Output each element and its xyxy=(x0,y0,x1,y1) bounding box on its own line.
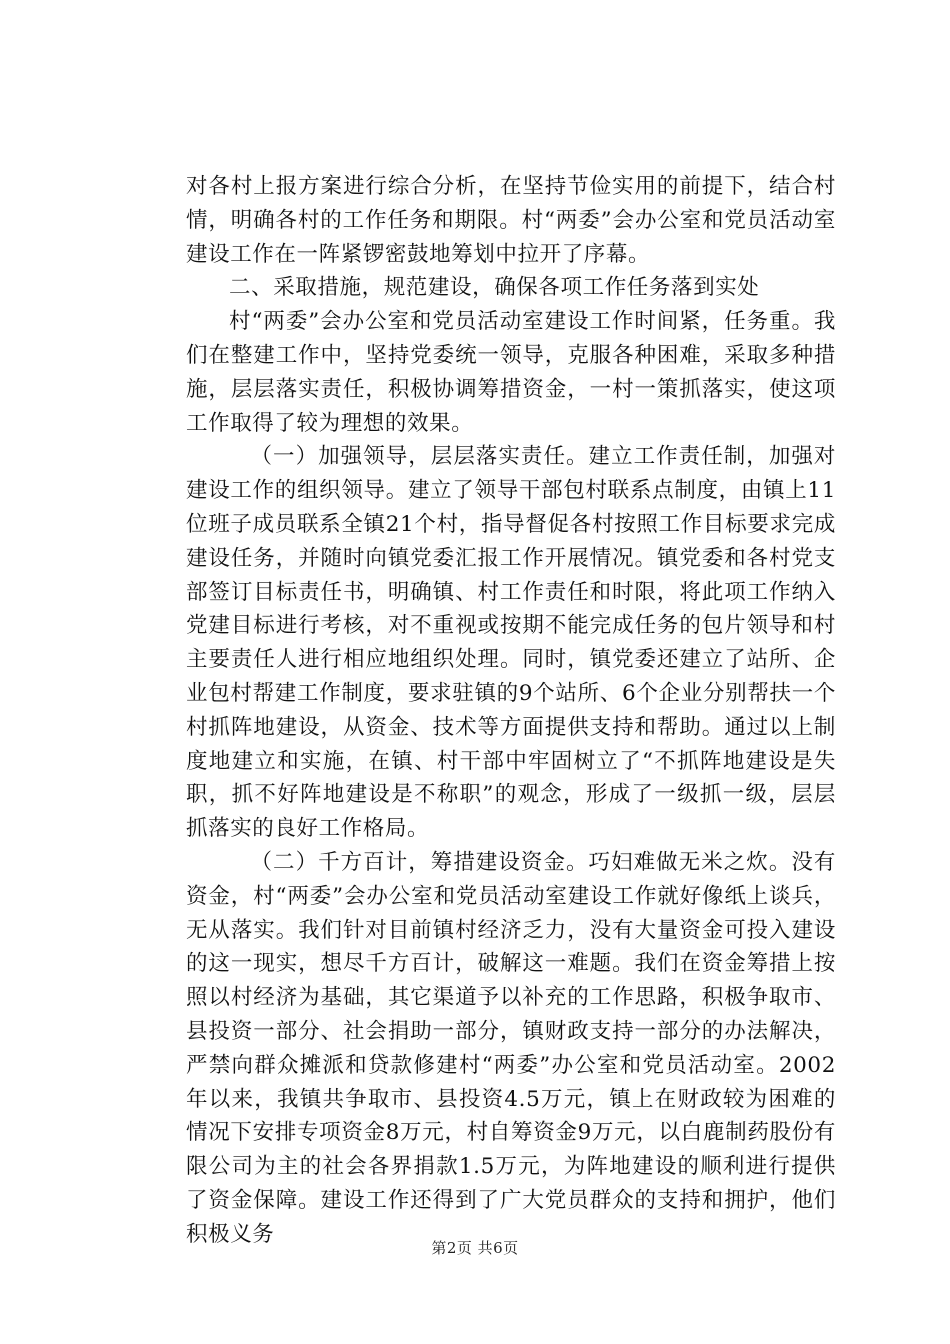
paragraph-intro: 村“两委”会办公室和党员活动室建设工作时间紧，任务重。我们在整建工作中，坚持党委统一领导，克服各种困难，采取多种措施，层层落实责任，积极协调筹措资金，一村一策抓落实，使这项工作取得了较为理想的效果。 xyxy=(186,309,836,436)
section-heading: 二、采取措施，规范建设，确保各项工作任务落到实处 xyxy=(229,275,760,301)
page-number-footer: 第2页 共6页 xyxy=(431,1239,519,1257)
paragraph-subsection-two: （二）千方百计，筹措建设资金。巧妇难做无米之炊。没有资金，村“两委”会办公室和党员活动室建设工作就好像纸上谈兵，无从落实。我们针对目前镇村经济乏力，没有大量资金可投入建设的这一现实，想尽千方百计，破解这一难题。我们在资金筹措上按照以村经济为基础，其它渠道予以补充的工作思路，积极争取市、县投资一部分、社会捐助一部分，镇财政支持一部分的办法解决，严禁向群众摊派和贷款修建村“两委”办公室和党员活动室。2002年以来，我镇共争取市、县投资4.5万元，镇上在财政较为困难的情况下安排专项资金8万元，村自筹资金9万元，以白鹿制药股份有限公司为主的社会各界捐款1.5万元，为阵地建设的顺利进行提供了资金保障。建设工作还得到了广大党员群众的支持和拥护，他们积极义务 xyxy=(186,849,836,1247)
paragraph-subsection-one: （一）加强领导，层层落实责任。建立工作责任制，加强对建设工作的组织领导。建立了领导干部包村联系点制度，由镇上11位班子成员联系全镇21个村，指导督促各村按照工作目标要求完成建设任务，并随时向镇党委汇报工作开展情况。镇党委和各村党支部签订目标责任书，明确镇、村工作责任和时限，将此项工作纳入党建目标进行考核，对不重视或按期不能完成任务的包片领导和村主要责任人进行相应地组织处理。同时，镇党委还建立了站所、企业包村帮建工作制度，要求驻镇的9个站所、6个企业分别帮扶一个村抓阵地建设，从资金、技术等方面提供支持和帮助。通过以上制度地建立和实施，在镇、村干部中牢固树立了“不抓阵地建设是失职，抓不好阵地建设是不称职”的观念，形成了一级抓一级，层层抓落实的良好工作格局。 xyxy=(186,444,836,842)
paragraph-continuation: 对各村上报方案进行综合分析，在坚持节俭实用的前提下，结合村情，明确各村的工作任务和期限。村“两委”会办公室和党员活动室建设工作在一阵紧锣密鼓地筹划中拉开了序幕。 xyxy=(186,174,836,267)
document-body xyxy=(186,170,836,1252)
